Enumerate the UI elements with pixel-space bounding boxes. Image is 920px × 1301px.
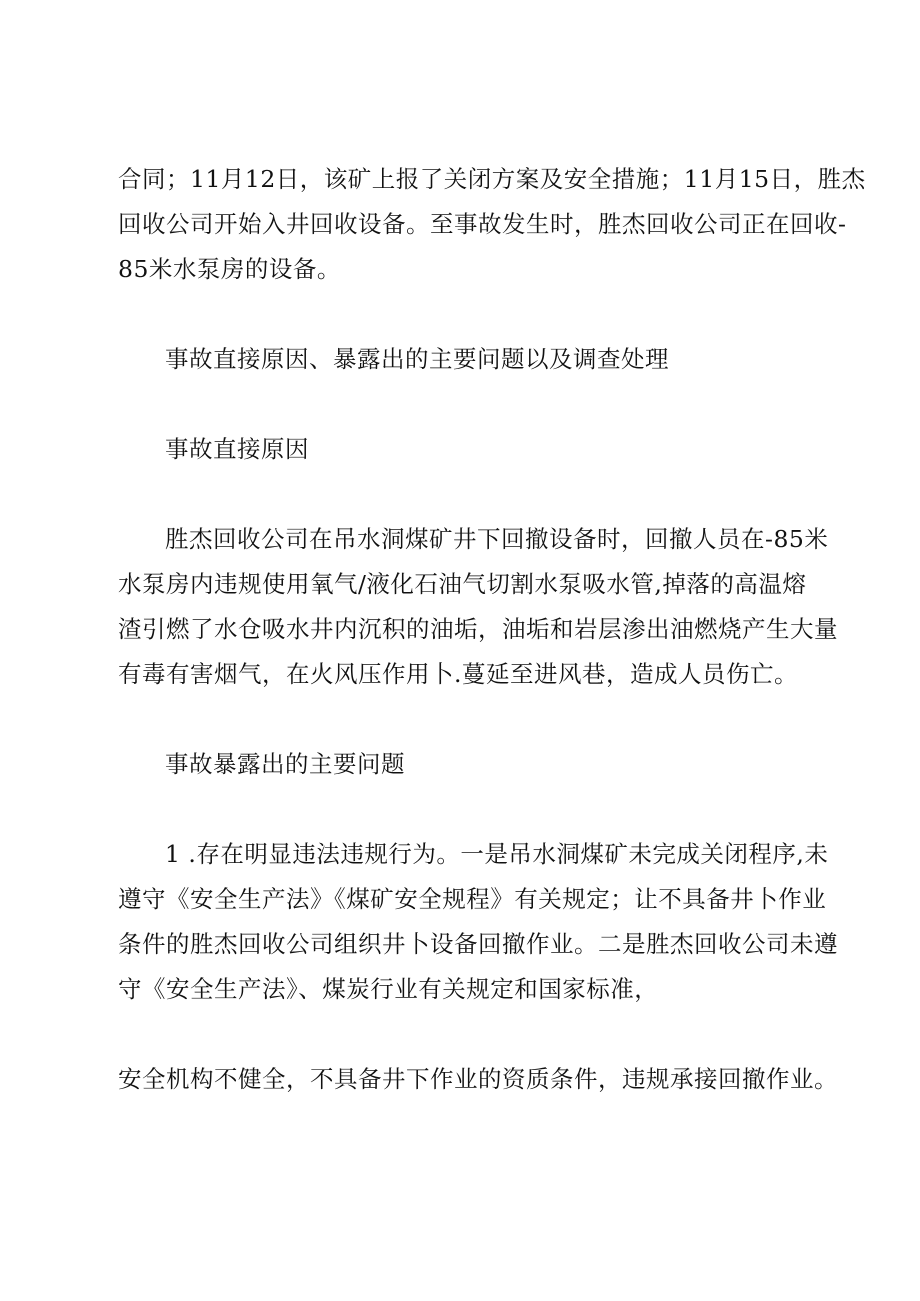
problem-1-paragraph — [118, 832, 838, 1012]
text-line: 合同；11月12日，该矿上报了关闭方案及安全措施；11月15日，胜杰 — [118, 165, 866, 193]
text-line: 遵守《安全生产法》《煤矿安全规程》有关规定；让不具备井卜作业 — [118, 885, 827, 913]
text-line: 渣引燃了水仓吸水井内沉积的油垢，油垢和岩层渗出油燃烧产生大量 — [118, 615, 838, 643]
continuation-paragraph — [118, 1057, 838, 1102]
text-line: 有毒有害烟气，在火风压作用卜.蔓延至进风巷，造成人员伤亡。 — [118, 660, 798, 688]
direct-cause-paragraph — [118, 517, 838, 697]
problems-heading: 事故暴露出的主要问题 — [165, 750, 405, 778]
section-heading: 事故直接原因、暴露出的主要问题以及调查处理 — [165, 345, 669, 373]
text-line: 85米水泵房的设备。 — [118, 255, 341, 283]
text-line: 条件的胜杰回收公司组织井卜设备回撤作业。二是胜杰回收公司未遵 — [118, 930, 838, 958]
text-line: 水泵房内违规使用氧气/液化石油气切割水泵吸水管,掉落的高温熔 — [118, 570, 807, 598]
direct-cause-heading: 事故直接原因 — [165, 435, 309, 463]
text-line: 胜杰回收公司在吊水洞煤矿井下回撤设备时，回撤人员在-85米 — [165, 525, 829, 553]
text-line: 安全机构不健全，不具备井下作业的资质条件，违规承接回撤作业。 — [118, 1065, 838, 1093]
intro-paragraph — [118, 157, 866, 292]
text-line: 1 .存在明显违法违规行为。一是吊水洞煤矿未完成关闭程序,未 — [165, 840, 829, 868]
text-line: 守《安全生产法》、煤炭行业有关规定和国家标准， — [118, 975, 659, 1003]
text-line: 回收公司开始入井回收设备。至事故发生时，胜杰回收公司正在回收- — [118, 210, 847, 238]
